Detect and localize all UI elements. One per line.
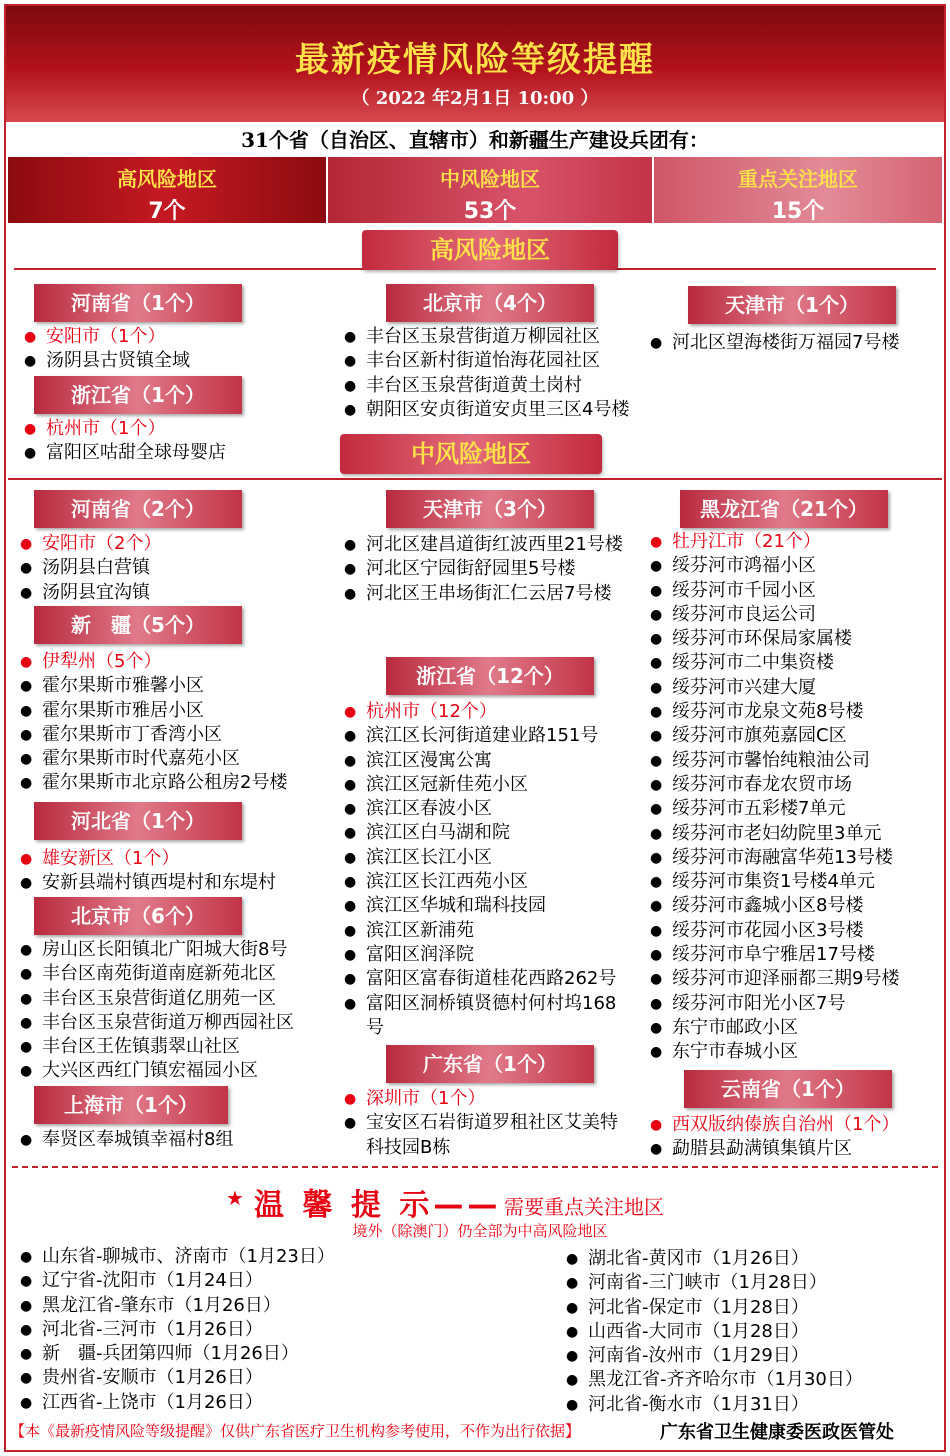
list-item: ● 河北省-保定市（1月28日） [566,1296,940,1320]
stat-mid-risk [328,157,652,223]
list-item: ● 绥芬河市馨怡纯粮油公司 [650,749,942,773]
list-item: ● 西双版纳傣族自治州（1个） [650,1113,942,1137]
star-icon: ★ [226,1186,244,1210]
footer-disclaimer: 【本《最新疫情风险等级提醒》仅供广东省医疗卫生机构参考使用，不作为出行依据】 [10,1422,581,1440]
list-item: ● 丰台区玉泉营街道黄土岗村 [344,374,648,398]
list-item: ● 汤阴县古贤镇全域 [24,349,334,373]
list-item: ● 绥芬河市花园小区3号楼 [650,919,942,943]
list-mid-beijing [20,938,332,1084]
list-item: ● 丰台区玉泉营街道万柳园社区 [344,325,648,349]
list-item: ● 汤阴县白营镇 [20,556,332,580]
list-item: ● 霍尔果斯市时代嘉苑小区 [20,747,332,771]
list-item: ● 富阳区洞桥镇贤德村何村坞168号 [344,992,624,1041]
list-tips-right [566,1247,940,1417]
list-item: ● 牡丹江市（21个） [650,530,942,554]
list-item: ● 滨江区长河街道建业路151号 [344,724,648,748]
list-item: ● 奉贤区奉城镇幸福村8组 [20,1128,332,1152]
list-item: ● 富阳区润泽院 [344,943,648,967]
list-item: ● 滨江区春波小区 [344,797,648,821]
list-item: ● 杭州市（1个） [24,417,334,441]
list-item: ● 丰台区南苑街道南庭新苑北区 [20,962,332,986]
list-mid-heilongjiang [650,530,942,1065]
list-item: ● 贵州省-安顺市（1月26日） [20,1366,540,1390]
list-item: ● 绥芬河市迎泽丽都三期9号楼 [650,967,942,991]
province-header-zhejiang: 浙江省（12个） [386,657,594,695]
list-item: ● 绥芬河市集资1号楼4单元 [650,870,942,894]
list-item: ● 河北区建昌道街红波西里21号楼 [344,533,626,557]
list-item: ● 绥芬河市二中集资楼 [650,651,942,675]
stat-label: 重点关注地区 [738,167,858,191]
province-header-tianjin: 天津市（1个） [688,286,896,324]
list-item: ● 江西省-上饶市（1月26日） [20,1391,540,1415]
list-mid-shanghai [20,1128,332,1152]
list-item: ● 朝阳区安贞街道安贞里三区4号楼 [344,398,648,422]
list-item: ● 深圳市（1个） [344,1087,630,1111]
list-item: ● 河南省-三门峡市（1月28日） [566,1271,940,1295]
list-mid-hebei [20,847,332,896]
page-date: （ 2022 年2月1日 10:00 ） [351,88,599,109]
list-item: ● 丰台区新村街道怡海花园社区 [344,349,648,373]
list-item: ● 滨江区冠新佳苑小区 [344,773,648,797]
list-item: ● 滨江区华城和瑞科技园 [344,894,648,918]
province-header-beijing: 北京市（6个） [34,897,242,935]
list-mid-henan [20,532,332,605]
list-item: ● 富阳区咕甜全球母婴店 [24,441,334,465]
list-item: ● 河南省-汝州市（1月29日） [566,1344,940,1368]
list-item: ● 滨江区新浦苑 [344,919,648,943]
list-item: ● 河北省-衡水市（1月31日） [566,1393,940,1417]
province-header-yunnan: 云南省（1个） [684,1070,892,1108]
list-item: ● 黑龙江省-肇东市（1月26日） [20,1294,540,1318]
list-item: ● 滨江区白马湖和院 [344,821,648,845]
list-item: ● 绥芬河市旗苑嘉园C区 [650,724,942,748]
province-header-xinjiang: 新 疆（5个） [34,606,242,644]
list-item: ● 霍尔果斯市丁香湾小区 [20,723,332,747]
list-item: ● 勐腊县勐满镇集镇片区 [650,1137,942,1161]
list-item: ● 汤阴县宜沟镇 [20,581,332,605]
province-header-tianjin: 天津市（3个） [386,490,594,528]
stat-focus-areas [654,157,942,223]
province-header-henan: 河南省（1个） [34,284,242,322]
stat-high-risk [8,157,326,223]
list-item: ● 丰台区玉泉营街道万柳西园社区 [20,1011,332,1035]
list-item: ● 雄安新区（1个） [20,847,332,871]
list-item: ● 山西省-大同市（1月28日） [566,1320,940,1344]
list-item: ● 滨江区长江小区 [344,846,648,870]
province-header-guangdong: 广东省（1个） [386,1045,594,1083]
stat-count: 53个 [463,199,517,224]
list-high-beijing [344,325,648,422]
divider [8,478,942,480]
list-item: ● 大兴区西红门镇宏福园小区 [20,1059,332,1083]
list-item: ● 富阳区富春街道桂花西路262号 [344,967,648,991]
list-item: ● 绥芬河市兴建大厦 [650,676,942,700]
list-high-zhejiang [24,417,334,466]
list-item: ● 安阳市（1个） [24,325,334,349]
stat-label: 高风险地区 [117,167,217,191]
province-header-shanghai: 上海市（1个） [34,1086,228,1124]
tips-note: 境外（除澳门）仍全部为中高风险地区 [352,1222,608,1240]
list-item: ● 河北区宁园街舒园里5号楼 [344,557,626,581]
list-mid-guangdong [344,1087,630,1160]
footer-organization: 广东省卫生健康委医政医管处 [660,1422,894,1443]
province-header-heilongjiang: 黑龙江省（21个） [680,490,888,528]
list-item: ● 绥芬河市春龙农贸市场 [650,773,942,797]
province-header-beijing: 北京市（4个） [386,284,594,322]
list-high-henan [24,325,334,374]
list-item: ● 辽宁省-沈阳市（1月24日） [20,1269,540,1293]
list-item: ● 丰台区王佐镇翡翠山社区 [20,1035,332,1059]
list-item: ● 绥芬河市鸿福小区 [650,554,942,578]
list-mid-yunnan [650,1113,942,1162]
list-item: ● 宝安区石岩街道罗租社区艾美特科技园B栋 [344,1111,630,1160]
stat-count: 15个 [771,199,825,224]
list-item: ● 绥芬河市环保局家属楼 [650,627,942,651]
list-item: ● 绥芬河市良运公司 [650,603,942,627]
stat-label: 中风险地区 [440,167,540,191]
list-item: ● 丰台区玉泉营街道亿朋苑一区 [20,987,332,1011]
list-mid-tianjin [344,533,626,606]
list-item: ● 新 疆-兵团第四师（1月26日） [20,1342,540,1366]
page-title: 最新疫情风险等级提醒 [295,40,655,80]
list-item: ● 绥芬河市五彩楼7单元 [650,797,942,821]
list-item: ● 绥芬河市阜宁雅居17号楼 [650,943,942,967]
list-item: ● 霍尔果斯市雅馨小区 [20,674,332,698]
list-mid-xinjiang [20,650,332,796]
province-header-henan: 河南省（2个） [34,490,242,528]
province-header-zhejiang: 浙江省（1个） [34,376,242,414]
list-item: ● 河北区望海楼街万福园7号楼 [650,331,940,355]
list-item: ● 安阳市（2个） [20,532,332,556]
list-item: ● 霍尔果斯市北京路公租房2号楼 [20,771,332,795]
list-item: ● 伊犁州（5个） [20,650,332,674]
list-item: ● 河北省-三河市（1月26日） [20,1318,540,1342]
page-header [6,6,944,122]
tips-title: 温 馨 提 示—— [254,1188,502,1223]
list-item: ● 绥芬河市鑫城小区8号楼 [650,894,942,918]
list-item: ● 杭州市（12个） [344,700,648,724]
list-item: ● 绥芬河市海融富华苑13号楼 [650,846,942,870]
section-tag-mid: 中风险地区 [340,434,602,474]
list-item: ● 安新县端村镇西堤村和东堤村 [20,871,332,895]
list-mid-zhejiang [344,700,648,1040]
divider [12,1166,938,1168]
list-item: ● 绥芬河市千园小区 [650,579,942,603]
list-item: ● 绥芬河市龙泉文苑8号楼 [650,700,942,724]
list-item: ● 河北区王串场街汇仁云居7号楼 [344,582,626,606]
province-header-hebei: 河北省（1个） [34,802,242,840]
list-item: ● 山东省-聊城市、济南市（1月23日） [20,1245,540,1269]
list-tips-left [20,1245,540,1415]
list-item: ● 东宁市邮政小区 [650,1016,942,1040]
list-item: ● 绥芬河市老妇幼院里3单元 [650,822,942,846]
tips-subtitle: 需要重点关注地区 [504,1195,664,1219]
list-item: ● 黑龙江省-齐齐哈尔市（1月30日） [566,1368,940,1392]
section-tag-high: 高风险地区 [362,230,618,270]
list-item: ● 房山区长阳镇北广阳城大街8号 [20,938,332,962]
list-item: ● 霍尔果斯市雅居小区 [20,699,332,723]
list-item: ● 滨江区漫寓公寓 [344,749,648,773]
list-item: ● 湖北省-黄冈市（1月26日） [566,1247,940,1271]
list-item: ● 东宁市春城小区 [650,1040,942,1064]
list-high-tianjin [650,331,940,355]
stat-count: 7个 [148,199,186,224]
list-item: ● 绥芬河市阳光小区7号 [650,992,942,1016]
list-item: ● 滨江区长江西苑小区 [344,870,648,894]
summary-line: 31个省（自治区、直辖市）和新疆生产建设兵团有： [241,128,709,152]
